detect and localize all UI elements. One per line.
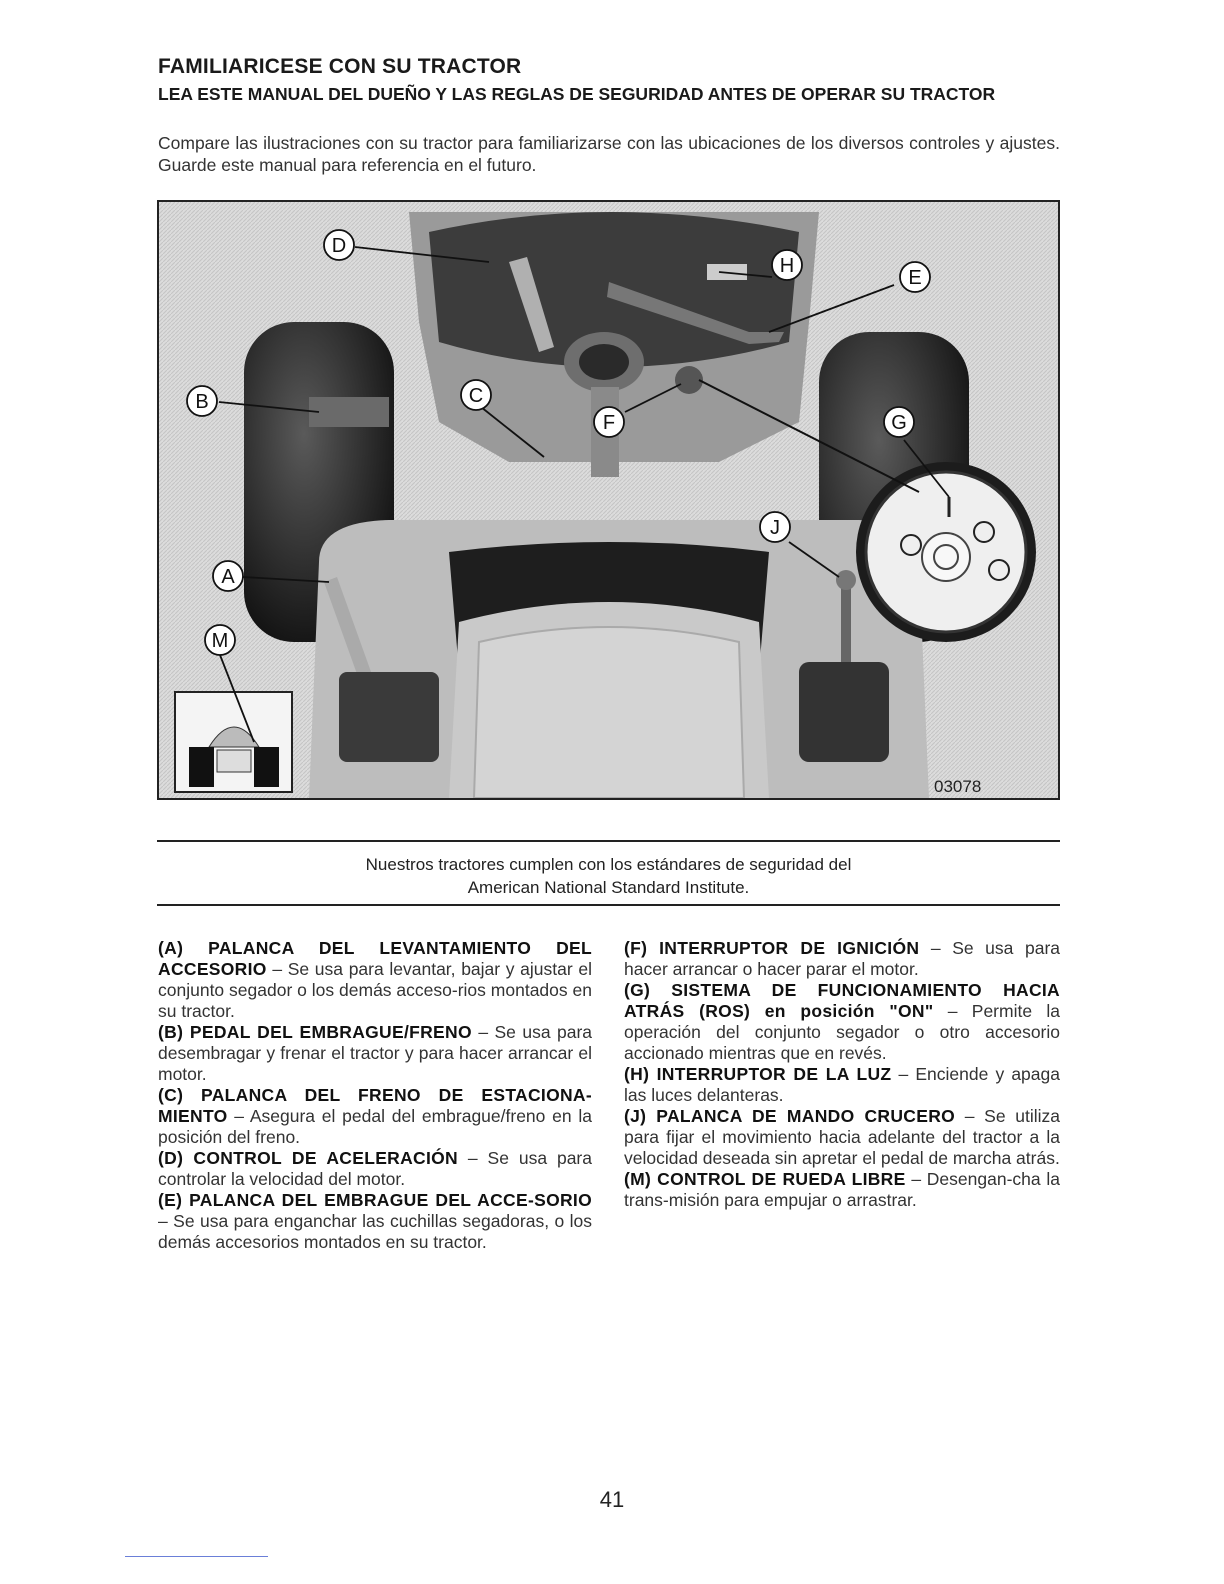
text-m: – Desengan-cha la trans-misión para empujar o arrastrar. xyxy=(624,1169,1060,1210)
term-g: (G) SISTEMA DE FUNCIONAMIENTO HACIA ATRÁS (ROS) en posición "ON" xyxy=(624,980,1060,1021)
callout-m xyxy=(205,625,235,655)
term-c: (C) PALANCA DEL FRENO DE ESTACIONA-MIENTO xyxy=(158,1085,592,1126)
text-h: – Enciende y apaga las luces delanteras. xyxy=(624,1064,1060,1105)
description-d xyxy=(158,1148,592,1190)
callout-d xyxy=(324,230,354,260)
description-f xyxy=(624,938,1060,980)
term-b: (B) PEDAL DEL EMBRAGUE/FRENO xyxy=(158,1022,472,1042)
svg-text:J: J xyxy=(770,517,780,539)
svg-text:D: D xyxy=(331,235,347,257)
page-subtitle: LEA ESTE MANUAL DEL DUEÑO Y LAS REGLAS DE SEGURIDAD ANTES DE OPERAR SU TRACTOR xyxy=(158,84,996,104)
callout-f xyxy=(594,407,624,437)
description-b xyxy=(158,1022,592,1085)
term-f: (F) INTERRUPTOR DE IGNICIÓN xyxy=(624,938,920,958)
term-a: (A) PALANCA DEL LEVANTAMIENTO DEL ACCESORIO xyxy=(158,938,592,979)
callout-c xyxy=(461,380,491,410)
description-g xyxy=(624,980,1060,1064)
svg-text:M: M xyxy=(211,630,229,652)
text-f: – Se usa para hacer arrancar o hacer parar el motor. xyxy=(624,938,1060,979)
safety-notice-line-2: American National Standard Institute. xyxy=(467,878,750,897)
callout-b xyxy=(187,386,217,416)
intro-paragraph: Compare las ilustraciones con su tractor para familiarizarse con las ubicaciones de los diversos controles y ajustes. Guarde este manual para referencia en el futuro. xyxy=(158,133,1060,175)
descriptions-left-column xyxy=(158,938,592,1253)
term-m: (M) CONTROL DE RUEDA LIBRE xyxy=(624,1169,906,1189)
callout-g xyxy=(884,407,914,437)
footer-line xyxy=(125,1556,268,1557)
svg-text:E: E xyxy=(908,267,922,289)
text-a: – Se usa para levantar, bajar y ajustar el conjunto segador o los demás acceso-rios montados en su tractor. xyxy=(158,959,592,1021)
svg-text:F: F xyxy=(602,412,616,434)
figure-number: 03078 xyxy=(934,777,982,796)
svg-text:H: H xyxy=(779,255,795,277)
divider-bottom xyxy=(157,904,1060,906)
description-h xyxy=(624,1064,1060,1106)
tractor-illustration-svg xyxy=(159,202,1058,798)
safety-notice xyxy=(157,853,1060,899)
description-j xyxy=(624,1106,1060,1169)
svg-text:B: B xyxy=(195,391,209,413)
callout-e xyxy=(900,262,930,292)
svg-text:C: C xyxy=(468,385,484,407)
text-b: – Se usa para desembragar y frenar el tractor y para hacer arrancar el motor. xyxy=(158,1022,593,1084)
svg-text:G: G xyxy=(891,412,907,434)
description-e xyxy=(158,1190,592,1253)
term-j: (J) PALANCA DE MANDO CRUCERO xyxy=(624,1106,956,1126)
term-h: (H) INTERRUPTOR DE LA LUZ xyxy=(624,1064,892,1084)
callout-j xyxy=(760,512,790,542)
term-e: (E) PALANCA DEL EMBRAGUE DEL ACCE-SORIO xyxy=(158,1190,592,1210)
descriptions-right-column xyxy=(624,938,1060,1211)
callout-h xyxy=(772,250,802,280)
callout-a xyxy=(213,561,243,591)
text-j: – Se utiliza para fijar el movimiento hacia adelante del tractor a la velocidad deseada sin apretar el pedal de marcha atrás. xyxy=(624,1106,1060,1168)
term-d: (D) CONTROL DE ACELERACIÓN xyxy=(158,1148,458,1168)
description-c xyxy=(158,1085,592,1148)
text-g: – Permite la operación del conjunto segador o otro accesorio accionado mientras que en revés. xyxy=(624,1001,1061,1063)
divider-top xyxy=(157,840,1060,842)
page-title: FAMILIARICESE CON SU TRACTOR xyxy=(158,55,522,78)
tractor-controls-illustration xyxy=(157,200,1060,800)
safety-notice-line-1: Nuestros tractores cumplen con los estándares de seguridad del xyxy=(365,855,852,874)
svg-text:A: A xyxy=(221,566,235,588)
description-m xyxy=(624,1169,1060,1211)
text-c: – Asegura el pedal del embrague/freno en la posición del freno. xyxy=(158,1106,592,1147)
page-number: 41 xyxy=(599,1487,625,1512)
text-d: – Se usa para controlar la velocidad del motor. xyxy=(158,1148,592,1189)
description-a xyxy=(158,938,592,1022)
text-e: – Se usa para enganchar las cuchillas segadoras, o los demás accesorios montados en su tractor. xyxy=(158,1211,592,1252)
